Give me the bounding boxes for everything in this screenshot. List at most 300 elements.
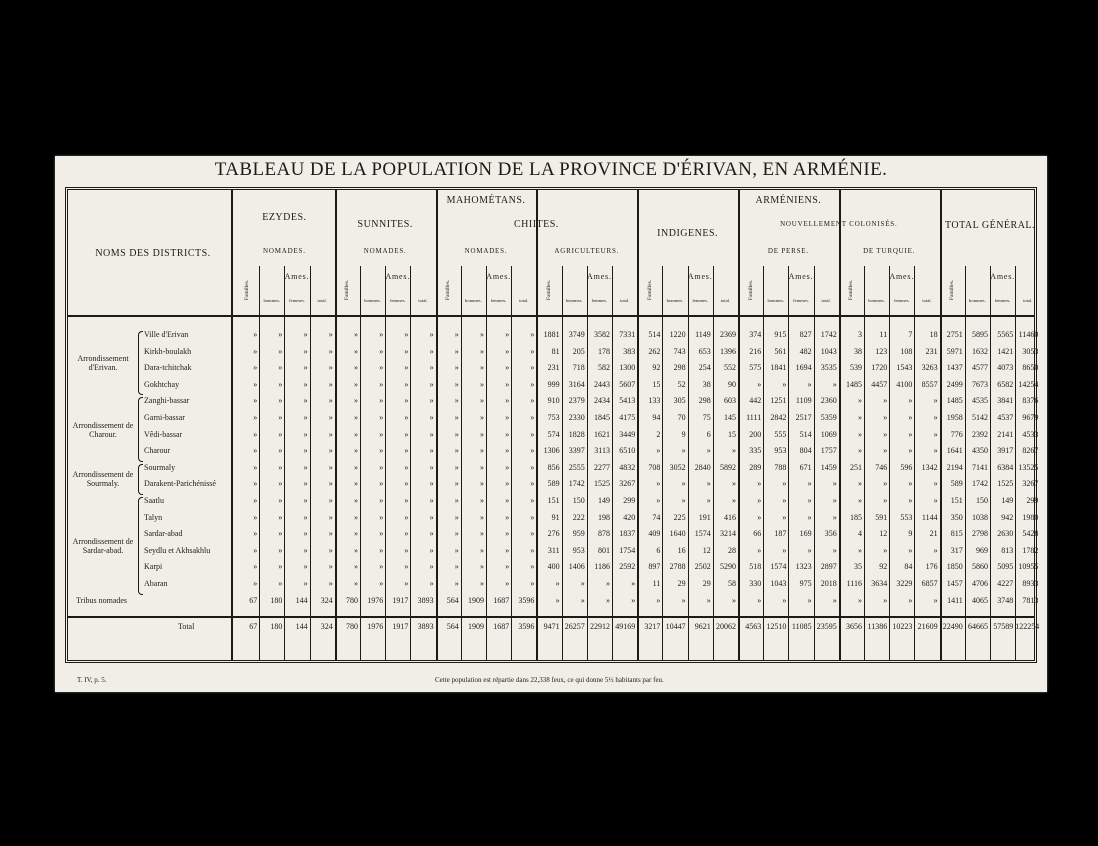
table-cell: » (479, 462, 484, 472)
table-cell: 5290 (719, 562, 736, 572)
table-cell: 149 (597, 496, 610, 505)
table-cell: » (479, 529, 484, 539)
table-cell: 262 (648, 346, 661, 356)
table-cell: 8557 (921, 379, 938, 389)
table-cell: 324 (320, 595, 333, 605)
table-cell: 2502 (694, 562, 711, 572)
district-name: Garni-bassar (144, 413, 185, 422)
table-cell: 70 (677, 413, 686, 422)
table-cell: 4073 (997, 363, 1014, 373)
table-cell: » (278, 496, 283, 505)
table-cell: 5892 (719, 462, 736, 472)
table-frame (65, 187, 1040, 663)
table-cell: 254 (698, 363, 711, 373)
table-cell: » (253, 379, 258, 389)
table-cell: » (454, 346, 459, 356)
table-cell: » (278, 429, 283, 439)
table-cell: 4577 (971, 363, 988, 373)
table-cell: » (505, 479, 510, 489)
arrondissement-label: Arrondissement de Sourmaly. (72, 470, 134, 489)
header-total: total. (317, 298, 327, 303)
table-cell: » (303, 446, 308, 456)
table-cell: » (681, 479, 686, 489)
table-cell: 1543 (896, 363, 913, 373)
table-cell: 198 (597, 512, 610, 522)
table-cell: 251 (849, 462, 862, 472)
table-cell: » (782, 512, 787, 522)
table-cell: » (379, 462, 384, 472)
table-cell: 3397 (568, 446, 585, 456)
table-cell: 1881 (543, 330, 560, 339)
table-cell: » (479, 579, 484, 588)
table-cell: 7141 (971, 462, 988, 472)
table-cell: » (429, 446, 434, 456)
table-cell: » (353, 479, 358, 489)
table-cell: 5971 (946, 346, 963, 356)
total-cell: 780 (345, 622, 358, 632)
table-cell: » (505, 545, 510, 555)
table-cell: 75 (702, 413, 711, 422)
table-cell: » (278, 446, 283, 456)
table-cell: » (706, 446, 711, 456)
table-cell: 1525 (997, 479, 1014, 489)
table-cell: 7331 (619, 330, 636, 339)
table-cell: 804 (799, 446, 812, 456)
table-cell: » (404, 379, 409, 389)
table-cell: » (278, 346, 283, 356)
table-cell: » (782, 545, 787, 555)
table-cell: » (555, 579, 560, 588)
table-cell: 514 (648, 330, 661, 339)
table-cell: 317 (950, 545, 963, 555)
table-cell: » (303, 562, 308, 572)
table-cell: » (530, 579, 535, 588)
table-cell: » (429, 512, 434, 522)
table-cell: » (530, 562, 535, 572)
table-cell: 743 (673, 346, 686, 356)
table-cell: » (857, 545, 862, 555)
district-name: Gokhtchay (144, 379, 180, 389)
table-cell: » (580, 595, 585, 605)
total-cell: 67 (249, 622, 258, 632)
district-name: Seydlu et Akhsakhlu (144, 545, 211, 555)
table-cell: 2369 (719, 330, 736, 339)
table-cell: 1976 (367, 595, 384, 605)
table-cell: 1411 (947, 595, 963, 605)
column-separator (839, 190, 841, 660)
header-total-general: TOTAL GÉNÉRAL. (944, 220, 1036, 231)
table-cell: 1457 (946, 579, 963, 588)
table-cell: 815 (950, 529, 963, 539)
table-cell: 150 (975, 496, 988, 505)
table-cell: 975 (799, 579, 812, 588)
table-cell: 108 (900, 346, 913, 356)
table-cell: » (454, 529, 459, 539)
table-cell: 780 (345, 595, 358, 605)
table-cell: » (404, 413, 409, 422)
table-cell: » (479, 330, 484, 339)
column-separator (637, 190, 639, 660)
table-cell: 383 (623, 346, 636, 356)
table-cell: 582 (597, 363, 610, 373)
table-cell: 1043 (770, 579, 787, 588)
header-familles: Familles. (848, 279, 855, 301)
table-cell: » (278, 529, 283, 539)
table-cell: 1396 (719, 346, 736, 356)
table-cell: 13525 (1018, 462, 1039, 472)
table-cell: 8933 (1022, 579, 1039, 588)
table-cell: » (328, 562, 333, 572)
table-cell: » (530, 330, 535, 339)
table-cell: 1525 (593, 479, 610, 489)
table-cell: » (353, 413, 358, 422)
table-cell: 91 (551, 512, 560, 522)
table-cell: 15 (727, 429, 736, 439)
table-cell: 2443 (593, 379, 610, 389)
table-cell: » (253, 330, 258, 339)
table-cell: 1485 (845, 379, 862, 389)
table-cell: » (883, 545, 888, 555)
table-cell: 123 (875, 346, 888, 356)
table-cell: » (328, 545, 333, 555)
table-cell: 151 (950, 496, 963, 505)
table-cell: » (303, 346, 308, 356)
table-cell: 589 (950, 479, 963, 489)
table-cell: 3214 (719, 529, 736, 539)
table-cell: 225 (673, 512, 686, 522)
table-cell: 4535 (971, 396, 988, 406)
table-cell: » (681, 595, 686, 605)
table-cell: » (303, 462, 308, 472)
header-ames: Ames. (587, 272, 612, 281)
table-cell: 14254 (1018, 379, 1039, 389)
table-cell: 1694 (795, 363, 812, 373)
table-cell: » (353, 379, 358, 389)
column-separator (536, 190, 538, 660)
table-cell: » (303, 545, 308, 555)
table-cell: » (353, 446, 358, 456)
table-cell: 1687 (493, 595, 510, 605)
total-cell: 1917 (392, 622, 409, 632)
table-cell: » (530, 363, 535, 373)
table-cell: 6510 (619, 446, 636, 456)
table-cell: » (303, 579, 308, 588)
table-cell: » (278, 363, 283, 373)
table-cell: » (908, 429, 913, 439)
table-cell: 2434 (593, 396, 610, 406)
table-cell: 7673 (971, 379, 988, 389)
table-cell: 35 (853, 562, 862, 572)
table-cell: 813 (1001, 545, 1014, 555)
header-total: total. (821, 298, 831, 303)
table-cell: 1109 (795, 396, 812, 406)
table-cell: 356 (824, 529, 837, 539)
table-cell: 1069 (820, 429, 837, 439)
table-cell: 2798 (971, 529, 988, 539)
table-cell: » (731, 595, 736, 605)
table-cell: 4100 (896, 379, 913, 389)
table-cell: 2379 (568, 396, 585, 406)
table-cell: » (530, 413, 535, 422)
table-cell: » (479, 346, 484, 356)
table-cell: » (303, 429, 308, 439)
table-cell: » (731, 479, 736, 489)
total-cell: 11386 (867, 622, 888, 632)
table-cell: 3113 (594, 446, 610, 456)
table-cell: » (933, 446, 938, 456)
table-cell: » (479, 396, 484, 406)
table-cell: 2018 (820, 579, 837, 588)
table-cell: 3052 (669, 462, 686, 472)
table-cell: 133 (648, 396, 661, 406)
total-cell: 3217 (644, 622, 661, 632)
table-cell: » (505, 330, 510, 339)
total-cell: 26257 (564, 622, 585, 632)
header-districts: NOMS DES DISTRICTS. (95, 248, 211, 259)
table-cell: 94 (652, 413, 661, 422)
table-cell: 942 (1001, 512, 1014, 522)
table-cell: 3449 (619, 429, 636, 439)
table-cell: » (933, 479, 938, 489)
table-cell: » (379, 479, 384, 489)
table-cell: 514 (799, 429, 812, 439)
table-cell: » (782, 479, 787, 489)
table-cell: 4706 (971, 579, 988, 588)
table-cell: » (857, 595, 862, 605)
table-cell: 1850 (946, 562, 963, 572)
header-nomades: NOMADES. (363, 247, 407, 255)
table-cell: » (782, 595, 787, 605)
table-cell: 335 (749, 446, 762, 456)
table-cell: 1742 (820, 330, 837, 339)
table-cell: 38 (853, 346, 862, 356)
header-agriculteurs: AGRICULTEURS. (554, 247, 620, 255)
table-cell: 145 (723, 413, 736, 422)
district-name: Sourmaly (144, 462, 176, 472)
header-armeniens: ARMÉNIENS. (755, 195, 822, 206)
table-cell: 3053 (1022, 346, 1039, 356)
table-cell: » (883, 496, 888, 505)
table-cell: » (454, 363, 459, 373)
table-cell: » (429, 545, 434, 555)
table-cell: 350 (950, 512, 963, 522)
table-cell: » (857, 429, 862, 439)
table-cell: 8650 (1022, 363, 1039, 373)
table-cell: » (807, 545, 812, 555)
header-ames: Ames. (385, 272, 411, 281)
table-cell: 9679 (1022, 413, 1039, 422)
table-cell: » (479, 545, 484, 555)
table-cell: » (757, 595, 762, 605)
header-total: total. (619, 298, 630, 303)
table-cell: » (530, 379, 535, 389)
table-cell: » (908, 396, 913, 406)
table-cell: » (353, 429, 358, 439)
table-cell: 539 (849, 363, 862, 373)
table-cell: 5607 (619, 379, 636, 389)
table-cell: 11 (879, 330, 888, 339)
table-cell: 12 (879, 529, 888, 539)
table-cell: » (404, 579, 409, 588)
table-cell: 3535 (820, 363, 837, 373)
header-hommes: hommes. (263, 298, 281, 303)
header-indigenes: INDIGENES. (657, 228, 719, 239)
table-cell: » (404, 346, 409, 356)
table-cell: 3 (857, 330, 862, 339)
table-cell: » (404, 396, 409, 406)
table-cell: » (429, 496, 434, 505)
table-cell: 878 (597, 529, 610, 539)
table-cell: 2555 (568, 462, 585, 472)
table-cell: 84 (904, 562, 913, 572)
table-cell: » (429, 413, 434, 422)
header-nomades: NOMADES. (464, 247, 508, 255)
arrondissement-label: Arrondissement d'Erivan. (77, 354, 129, 373)
table-cell: 3267 (1022, 479, 1039, 489)
table-cell: » (505, 512, 510, 522)
header-hommes: hommes. (666, 298, 684, 303)
table-cell: » (857, 446, 862, 456)
district-name: Vêdi-bassar (144, 429, 183, 439)
table-cell: 2360 (820, 396, 837, 406)
table-cell: » (832, 545, 837, 555)
table-cell: 10955 (1018, 562, 1039, 572)
table-cell: » (530, 396, 535, 406)
table-cell: 29 (677, 579, 686, 588)
total-cell: 9621 (694, 622, 711, 632)
table-cell: » (328, 413, 333, 422)
table-cell: » (933, 413, 938, 422)
table-cell: » (429, 462, 434, 472)
table-cell: 753 (547, 413, 560, 422)
table-cell: » (832, 512, 837, 522)
table-cell: 7813 (1022, 595, 1039, 605)
district-name: Ville d'Erivan (144, 330, 189, 339)
table-cell: 81 (551, 346, 560, 356)
table-cell: 311 (547, 545, 560, 555)
table-cell: 3917 (997, 446, 1014, 456)
table-cell: » (505, 562, 510, 572)
table-cell: » (379, 379, 384, 389)
table-cell: 2194 (946, 462, 963, 472)
table-cell: 575 (749, 363, 762, 373)
table-cell: 11460 (1018, 330, 1039, 339)
table-cell: » (908, 413, 913, 422)
table-cell: 591 (875, 512, 888, 522)
table-cell: » (404, 429, 409, 439)
header-familles: Familles. (747, 279, 754, 301)
table-cell: 1251 (770, 396, 787, 406)
table-cell: » (933, 595, 938, 605)
table-cell: » (857, 413, 862, 422)
table-cell: » (429, 330, 434, 339)
table-cell: » (933, 496, 938, 505)
table-cell: 589 (547, 479, 560, 489)
district-name: Kirkh-boulakh (144, 346, 192, 356)
table-cell: 298 (673, 363, 686, 373)
table-cell: 2592 (619, 562, 636, 572)
district-name: Karpi (144, 562, 163, 572)
table-cell: » (379, 579, 384, 588)
column-separator (436, 190, 438, 660)
table-cell: » (278, 379, 283, 389)
total-cell: 4563 (745, 622, 762, 632)
table-cell: » (908, 496, 913, 505)
table-cell: » (303, 496, 308, 505)
total-rule (68, 616, 1034, 618)
population-note: Cette population est répartie dans 22,338 feux, ce qui donne 5½ habitants par feu. (435, 676, 664, 684)
table-cell: 18 (929, 330, 938, 339)
table-cell: 1574 (694, 529, 711, 539)
table-cell: » (731, 446, 736, 456)
table-cell: » (353, 462, 358, 472)
table-cell: 3841 (997, 396, 1014, 406)
table-cell: 5860 (971, 562, 988, 572)
table-cell: 1632 (971, 346, 988, 356)
table-cell: » (757, 545, 762, 555)
table-cell: » (253, 346, 258, 356)
table-cell: 180 (270, 595, 283, 605)
table-cell: » (353, 396, 358, 406)
table-cell: » (555, 595, 560, 605)
table-cell: 1111 (746, 413, 762, 422)
table-cell: » (404, 363, 409, 373)
table-cell: » (429, 379, 434, 389)
table-cell: » (857, 496, 862, 505)
header-ames: Ames. (788, 272, 814, 281)
table-cell: 2277 (593, 462, 610, 472)
table-cell: 92 (879, 562, 888, 572)
table-cell: 1437 (946, 363, 963, 373)
document-sheet (55, 156, 1047, 692)
table-cell: » (807, 595, 812, 605)
table-cell: » (253, 496, 258, 505)
table-cell: 420 (623, 512, 636, 522)
header-ezydes: EZYDES. (262, 212, 307, 223)
table-cell: 910 (547, 396, 560, 406)
table-cell: » (681, 496, 686, 505)
header-familles: Familles. (546, 279, 552, 301)
table-cell: 12 (702, 545, 711, 555)
table-cell: 1958 (946, 413, 963, 422)
table-cell: 149 (1001, 496, 1014, 505)
table-cell: 52 (677, 379, 686, 389)
table-cell: 66 (753, 529, 762, 539)
table-cell: 3596 (518, 595, 535, 605)
table-cell: » (253, 479, 258, 489)
table-cell: » (429, 396, 434, 406)
table-cell: » (404, 512, 409, 522)
table-cell: » (631, 579, 636, 588)
table-cell: » (454, 429, 459, 439)
header-hommes: hommes. (868, 298, 885, 303)
table-cell: 151 (547, 496, 560, 505)
table-cell: 2141 (997, 429, 1014, 439)
total-cell: 122254 (1015, 622, 1040, 632)
table-cell: » (479, 413, 484, 422)
table-cell: 6 (706, 429, 711, 439)
table-cell: » (278, 545, 283, 555)
table-cell: 776 (950, 429, 963, 439)
total-cell: 21609 (917, 622, 938, 632)
table-cell: 374 (749, 330, 762, 339)
table-cell: 2499 (946, 379, 963, 389)
table-cell: 969 (975, 545, 988, 555)
page-reference: T. IV, p. 5. (77, 676, 107, 684)
table-cell: » (278, 413, 283, 422)
table-cell: » (454, 462, 459, 472)
table-cell: 1043 (820, 346, 837, 356)
